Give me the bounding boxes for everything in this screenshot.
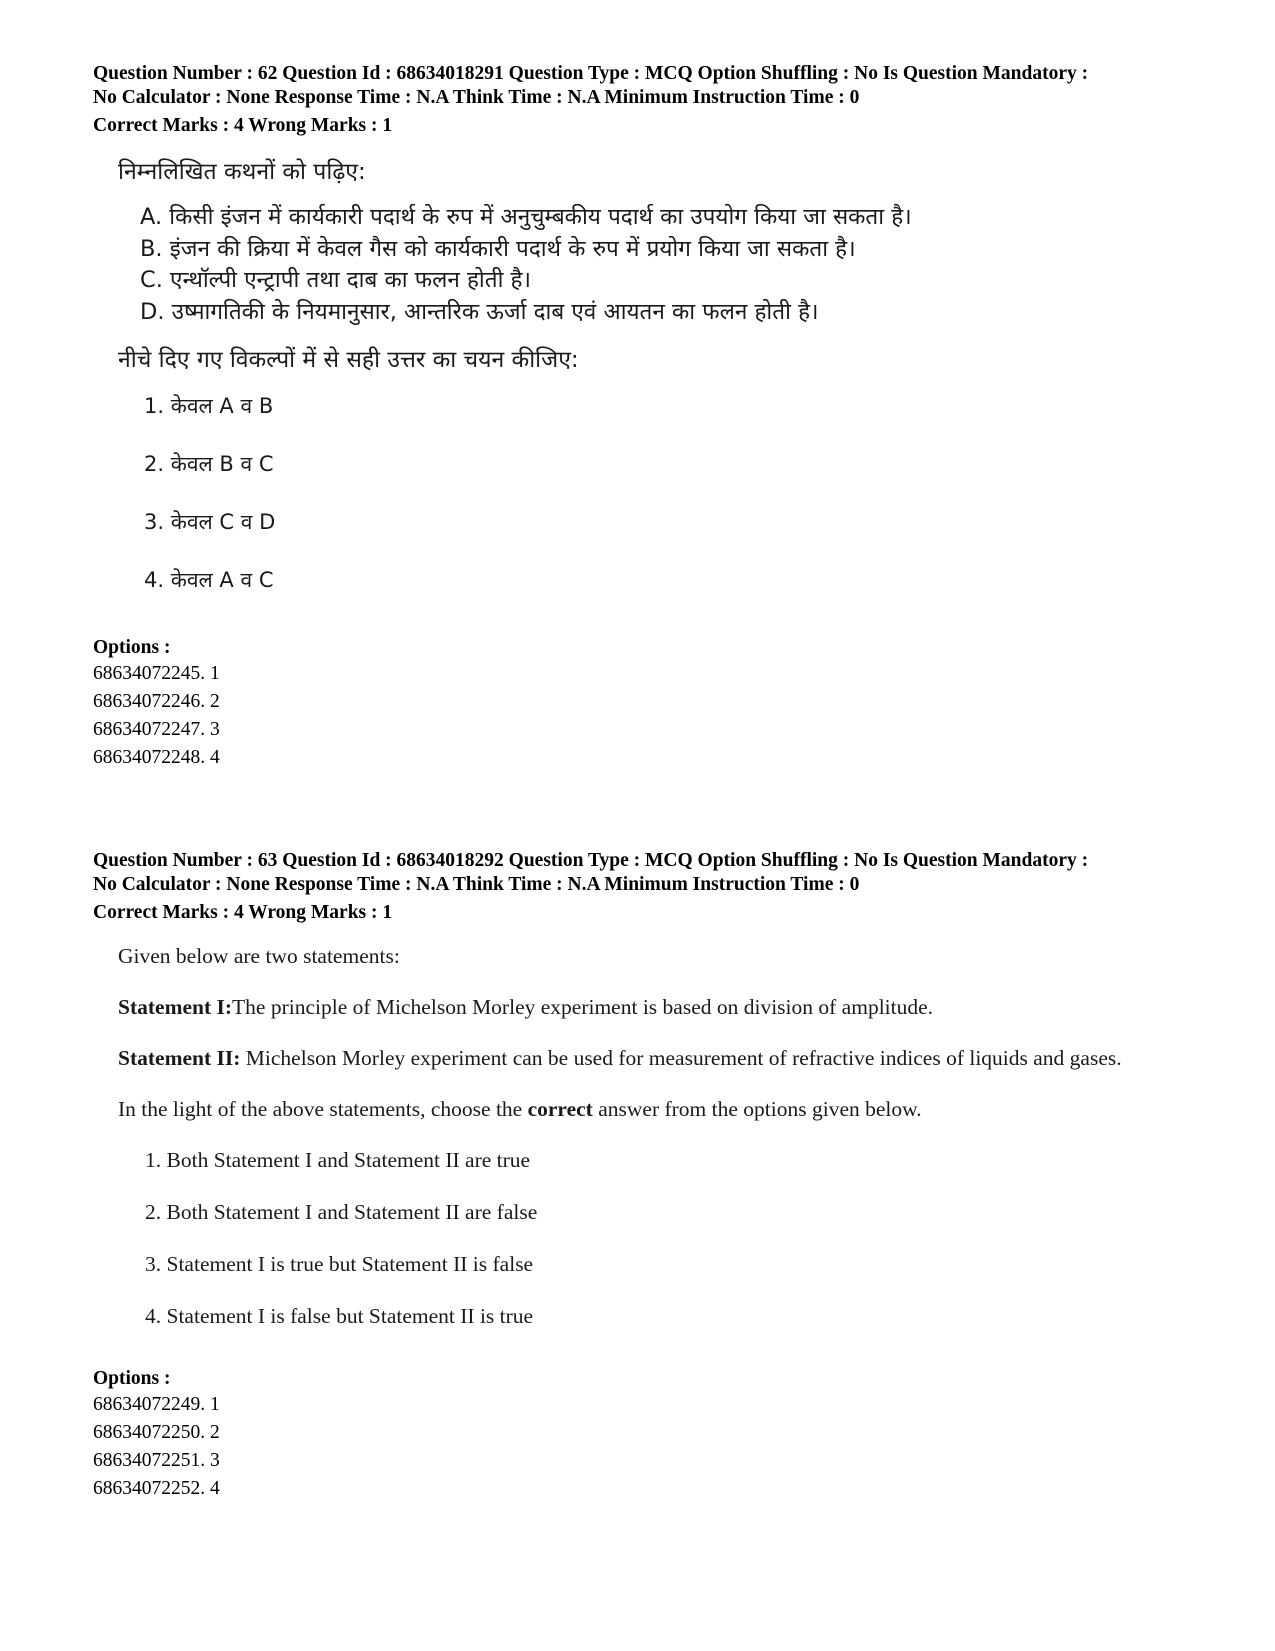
choice-1: 1. Both Statement I and Statement II are true — [145, 1148, 531, 1172]
option-2: 68634072250. 2 — [93, 1422, 220, 1443]
statement-2-label: Statement II: — [118, 1046, 241, 1070]
question-ask-before: In the light of the above statements, choose the — [118, 1097, 528, 1121]
question-meta-line-2: No Calculator : None Response Time : N.A Think Time : N.A Minimum Instruction Time : 0 — [93, 87, 860, 108]
statement-1 — [118, 994, 1178, 1021]
choice-3: 3. केवल C व D — [144, 510, 276, 534]
question-intro: Given below are two statements: — [118, 944, 400, 968]
statement-b: B. इंजन की क्रिया में केवल गैस को कार्यकारी पदार्थ के रुप में प्रयोग किया जा सकता है। — [140, 235, 856, 262]
choice-2: 2. केवल B व C — [144, 452, 274, 476]
statement-1-text: The principle of Michelson Morley experiment is based on division of amplitude. — [232, 995, 934, 1019]
question-62 — [93, 62, 1203, 772]
choice-1: 1. केवल A व B — [144, 394, 274, 418]
marks-line: Correct Marks : 4 Wrong Marks : 1 — [93, 902, 393, 923]
choice-4: 4. केवल A व C — [144, 568, 274, 592]
option-4: 68634072252. 4 — [93, 1478, 220, 1499]
question-meta — [93, 62, 1203, 110]
option-1: 68634072245. 1 — [93, 663, 220, 684]
question-ask-after: answer from the options given below. — [592, 1097, 922, 1121]
question-meta-line-1: Question Number : 62 Question Id : 68634018291 Question Type : MCQ Option Shuffling : No Is Question Mandatory : — [93, 63, 1089, 84]
statement-c: C. एन्थॉल्पी एन्ट्रापी तथा दाब का फलन होती है। — [140, 267, 532, 293]
choice-list — [144, 392, 1203, 624]
choice-3: 3. Statement I is true but Statement II is false — [145, 1252, 534, 1276]
statement-2-text: Michelson Morley experiment can be used for measurement of refractive indices of liquids and gases. — [240, 1046, 1122, 1070]
question-meta — [93, 849, 1203, 897]
question-body — [118, 154, 1203, 624]
statement-2 — [118, 1045, 1178, 1072]
option-2: 68634072246. 2 — [93, 691, 220, 712]
question-63 — [93, 849, 1203, 1503]
choice-list — [145, 1147, 1178, 1355]
question-body — [118, 943, 1178, 1355]
statement-list — [140, 202, 1203, 328]
question-ask-bold: correct — [527, 1097, 593, 1121]
statement-d: D. उष्मागतिकी के नियमानुसार, आन्तरिक ऊर्जा दाब एवं आयतन का फलन होती है। — [140, 298, 819, 325]
option-3: 68634072247. 3 — [93, 719, 220, 740]
options-title: Options : — [93, 637, 171, 658]
option-1: 68634072249. 1 — [93, 1394, 220, 1415]
question-meta-line-2: No Calculator : None Response Time : N.A Think Time : N.A Minimum Instruction Time : 0 — [93, 874, 860, 895]
options-title: Options : — [93, 1368, 171, 1389]
statement-a: A. किसी इंजन में कार्यकारी पदार्थ के रुप में अनुचुम्बकीय पदार्थ का उपयोग किया जा सकता है। — [140, 204, 912, 230]
options-section — [93, 1367, 1203, 1503]
question-ask — [118, 1096, 1178, 1123]
question-meta-line-1: Question Number : 63 Question Id : 68634018292 Question Type : MCQ Option Shuffling : No Is Question Mandatory : — [93, 850, 1089, 871]
question-ask: नीचे दिए गए विकल्पों में से सही उत्तर का चयन कीजिए: — [118, 347, 579, 373]
statement-1-label: Statement I: — [118, 995, 233, 1019]
marks-line: Correct Marks : 4 Wrong Marks : 1 — [93, 115, 393, 136]
options-section — [93, 636, 1203, 772]
option-3: 68634072251. 3 — [93, 1450, 220, 1471]
choice-4: 4. Statement I is false but Statement II is true — [145, 1304, 534, 1328]
choice-2: 2. Both Statement I and Statement II are false — [145, 1200, 538, 1224]
question-intro: निम्नलिखित कथनों को पढ़िए: — [118, 159, 366, 185]
option-4: 68634072248. 4 — [93, 747, 220, 768]
